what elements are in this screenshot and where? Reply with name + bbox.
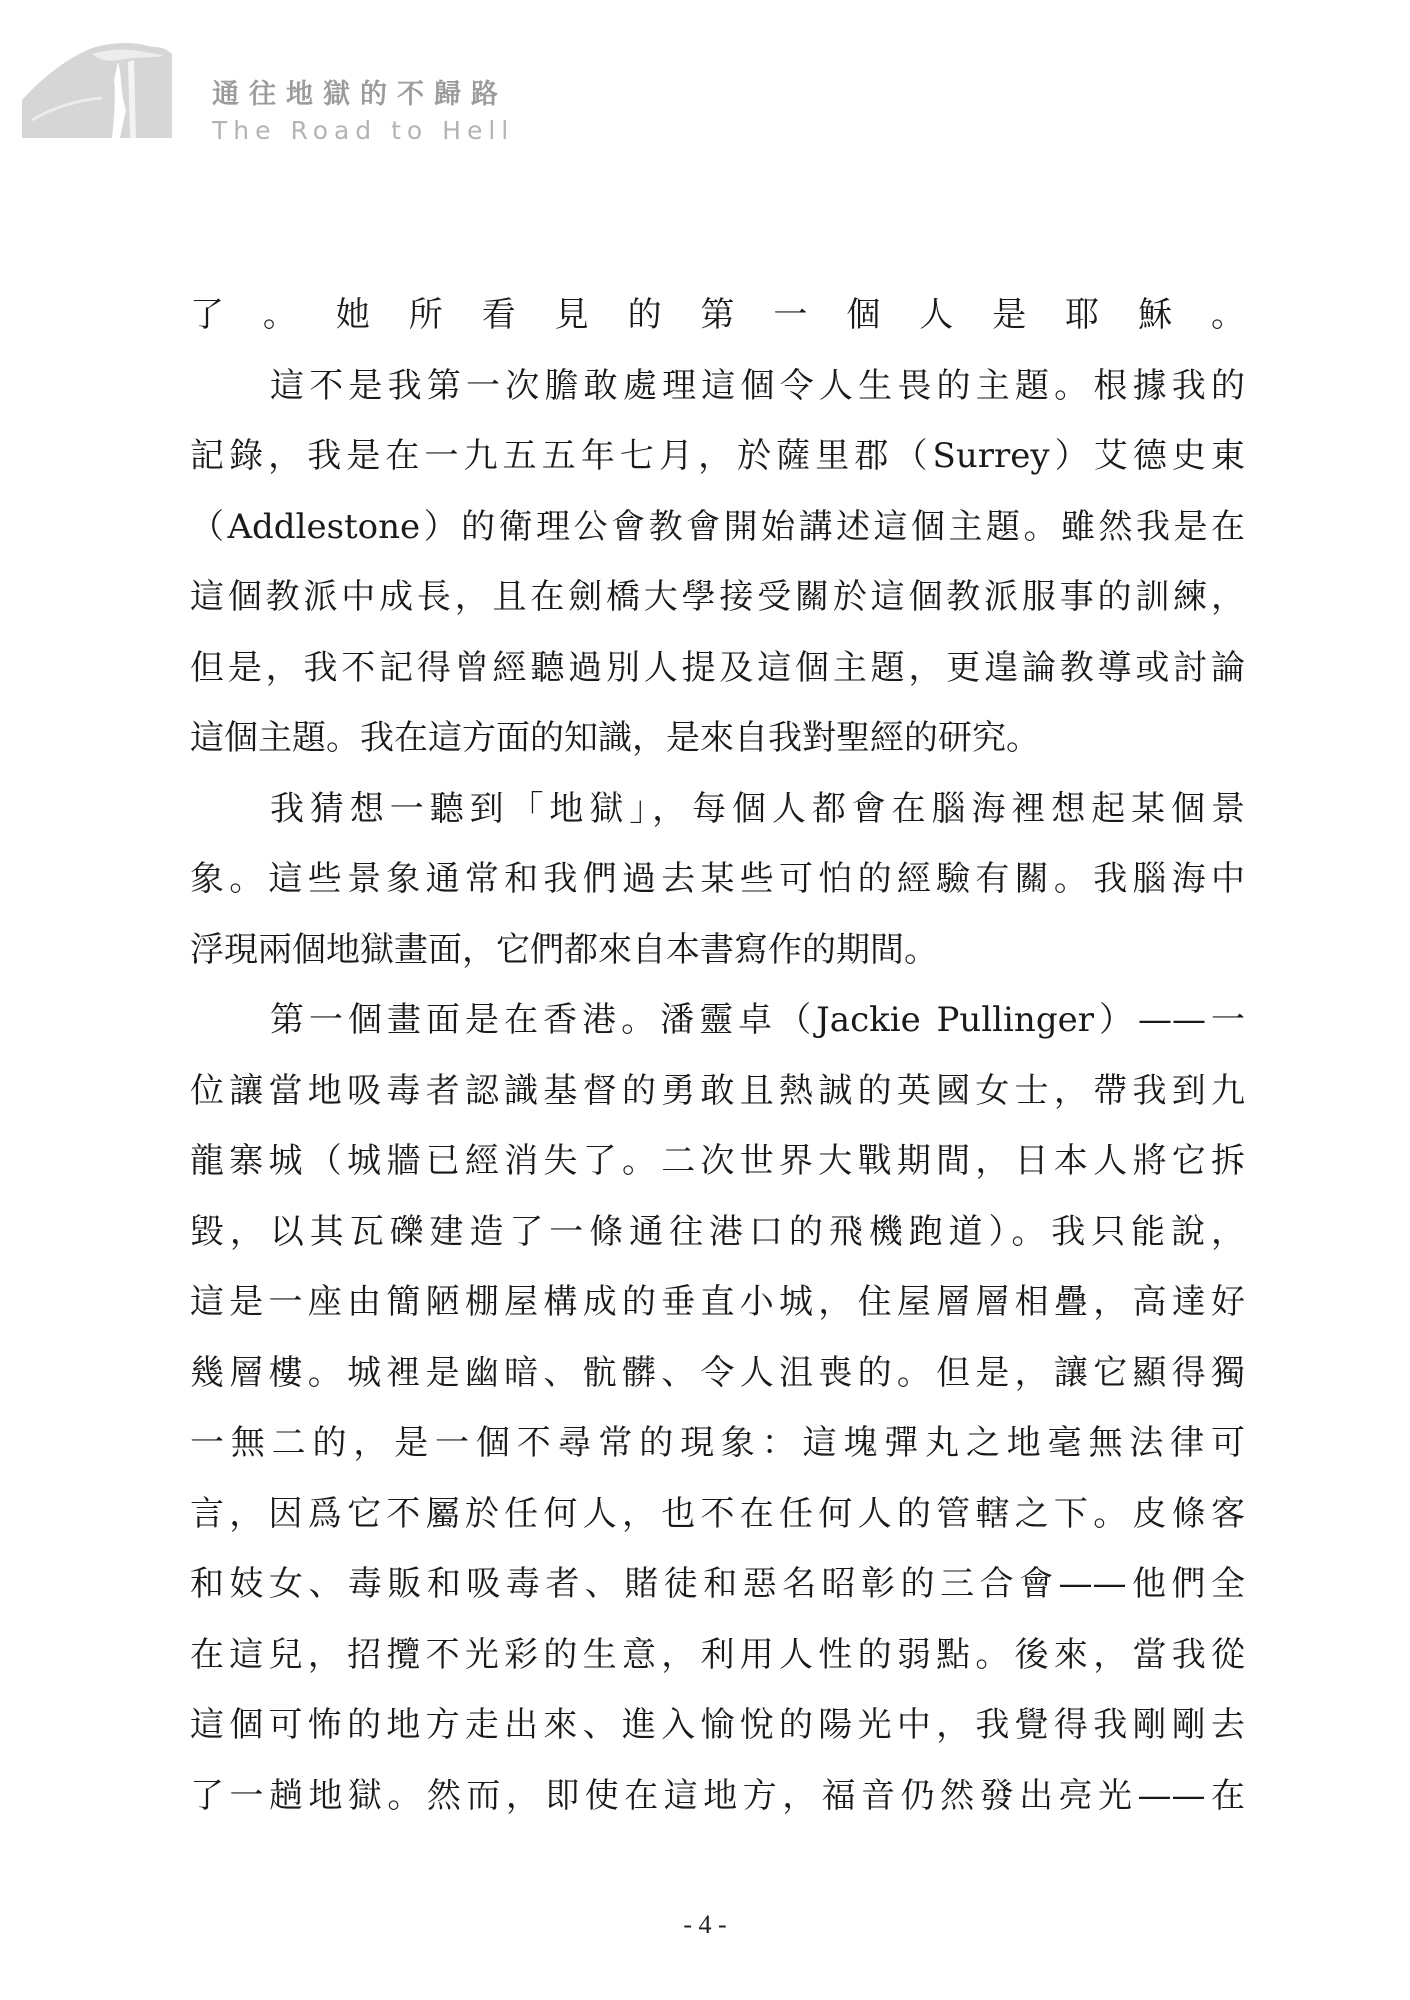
text-line: 這是一座由簡陋棚屋構成的垂直小城，住屋層層相疊，高達好	[190, 1282, 1245, 1322]
text-line: 記錄，我是在一九五五年七月，於薩里郡（Surrey）艾德史東	[190, 436, 1245, 476]
text-line: 這個主題。我在這方面的知識，是來自我對聖經的研究。	[190, 718, 1040, 758]
text-line: 言，因爲它不屬於任何人，也不在任何人的管轄之下。皮條客	[190, 1493, 1245, 1534]
text-line: 這個可怖的地方走出來、進入愉悅的陽光中，我覺得我剛剛去	[190, 1705, 1245, 1745]
page-number: - 4 -	[683, 1910, 727, 1939]
text-line: 一無二的，是一個不尋常的現象：這塊彈丸之地毫無法律可	[190, 1423, 1245, 1463]
header-title-english: The Road to Hell	[212, 116, 515, 145]
text-line: 毀，以其瓦礫建造了一條通往港口的飛機跑道）。我只能說，	[190, 1211, 1245, 1252]
text-line: 和妓女、毒販和吸毒者、賭徒和惡名昭彰的三合會——他們全	[190, 1564, 1245, 1604]
text-line: 浮現兩個地獄畫面，它們都來自本書寫作的期間。	[190, 929, 938, 970]
text-line: 這個教派中成長，且在劍橋大學接受關於這個教派服事的訓練，	[190, 577, 1245, 617]
text-line: 龍寨城（城牆已經消失了。二次世界大戰期間，日本人將它拆	[190, 1141, 1245, 1181]
text-line: （Addlestone）的衛理公會教會開始講述這個主題。雖然我是在	[190, 506, 1245, 547]
text-line: 位讓當地吸毒者認識基督的勇敢且熱誠的英國女士，帶我到九	[190, 1070, 1245, 1111]
text-line: 我猜想一聽到「地獄」，每個人都會在腦海裡想起某個景	[270, 788, 1245, 829]
header-title-chinese: 通往地獄的不歸路	[212, 79, 508, 110]
text-line: 這不是我第一次膽敢處理這個令人生畏的主題。根據我的	[270, 365, 1245, 406]
header-logo-icon	[22, 40, 172, 145]
text-line: 了一趟地獄。然而，即使在這地方，福音仍然發出亮光——在	[190, 1775, 1245, 1816]
text-line: 了。她所看見的第一個人是耶穌。	[190, 295, 1245, 335]
text-line: 幾層樓。城裡是幽暗、骯髒、令人沮喪的。但是，讓它顯得獨	[190, 1352, 1245, 1393]
text-line: 第一個畫面是在香港。潘靈卓（Jackie Pullinger）——一	[270, 1000, 1245, 1040]
running-header	[22, 40, 515, 145]
body-text	[190, 280, 1245, 1831]
text-line: 但是，我不記得曾經聽過別人提及這個主題，更遑論教導或討論	[190, 647, 1245, 688]
text-line: 象。這些景象通常和我們過去某些可怕的經驗有關。我腦海中	[190, 859, 1245, 899]
text-line: 在這兒，招攬不光彩的生意，利用人性的弱點。後來，當我從	[190, 1634, 1245, 1675]
